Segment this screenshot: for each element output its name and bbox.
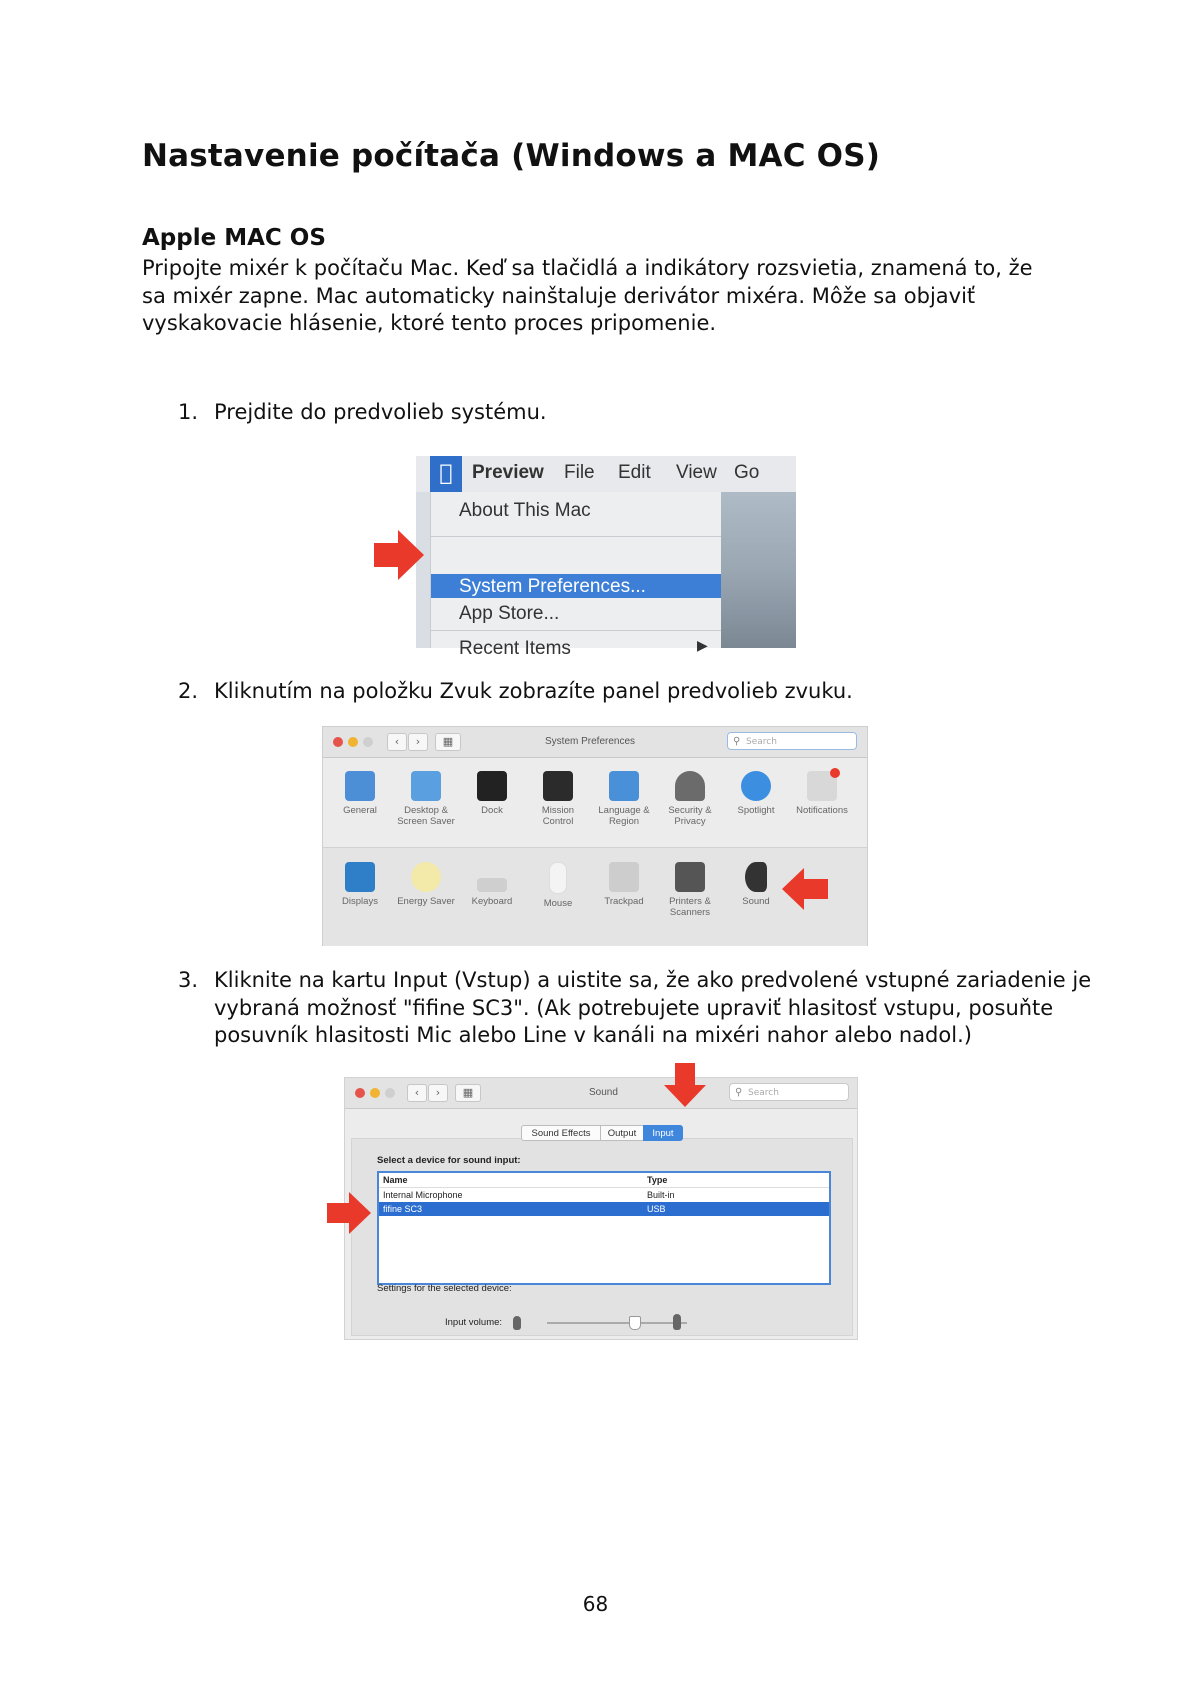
menu-separator (431, 536, 721, 537)
flag-icon (609, 771, 639, 801)
window-titlebar (345, 1078, 857, 1109)
mouse-icon (549, 862, 567, 894)
step-text: Kliknite na kartu Input (Vstup) a uistite sa, že ako predvolené vstupné zariadenie je vybraná možnosť "fifine SC3". (Ak potrebujete upraviť hlasitosť vstupu, posuňte posuvník hlasitosti Mic alebo Line v kanáli na mixéri nahor alebo nadol.) (214, 968, 1092, 1047)
red-arrow-icon (782, 868, 828, 910)
general-icon (345, 771, 375, 801)
house-icon (675, 771, 705, 801)
step-text: Prejdite do predvolieb systému. (214, 400, 547, 424)
column-name-header: Name (383, 1175, 408, 1185)
menu-go[interactable]: Go (734, 462, 760, 483)
search-placeholder: Search (746, 737, 777, 747)
minimize-dot-icon[interactable] (370, 1088, 380, 1098)
apple-dropdown-menu (430, 492, 721, 659)
red-arrow-down-icon (664, 1063, 706, 1107)
microphone-low-icon (513, 1316, 521, 1330)
trackpad-icon (609, 862, 639, 892)
display-icon (345, 862, 375, 892)
keyboard-icon (477, 878, 507, 892)
search-placeholder: Search (748, 1088, 779, 1098)
step-number: 3. (178, 968, 199, 992)
zoom-dot-icon[interactable] (385, 1088, 395, 1098)
search-field[interactable] (727, 732, 857, 750)
printer-icon (675, 862, 705, 892)
menu-item-system-preferences[interactable]: System Preferences... (459, 576, 646, 597)
menu-view[interactable]: View (676, 462, 717, 483)
menu-item-about[interactable]: About This Mac (459, 500, 591, 521)
pref-desktop-screen-saver[interactable]: Desktop & Screen Saver (395, 771, 457, 827)
pref-spotlight[interactable]: Spotlight (725, 771, 787, 816)
input-volume-label: Input volume: (445, 1317, 503, 1328)
device-name: fifine SC3 (383, 1204, 423, 1214)
device-type: USB (647, 1204, 666, 1214)
slider-knob[interactable] (629, 1316, 641, 1330)
submenu-triangle-icon: ▶ (697, 638, 708, 654)
input-volume-slider[interactable] (547, 1322, 687, 1324)
step-number: 2. (178, 679, 199, 703)
speaker-icon (745, 862, 767, 892)
pref-printers-scanners[interactable]: Printers & Scanners (659, 862, 721, 918)
dock-icon (477, 771, 507, 801)
close-dot-icon[interactable] (355, 1088, 365, 1098)
settings-label: Settings for the selected device: (377, 1283, 512, 1294)
table-header (379, 1173, 829, 1188)
pref-mission-control[interactable]: Mission Control (527, 771, 589, 827)
minimize-dot-icon[interactable] (348, 737, 358, 747)
microphone-high-icon (673, 1314, 681, 1330)
pref-displays[interactable]: Displays (329, 862, 391, 907)
lightbulb-icon (411, 862, 441, 892)
device-name: Internal Microphone (383, 1190, 463, 1200)
menu-item-app-store[interactable]: App Store... (459, 603, 560, 624)
pref-security-privacy[interactable]: Security & Privacy (659, 771, 721, 827)
desktop-icon (411, 771, 441, 801)
system-preferences-screenshot (322, 726, 868, 946)
select-device-label: Select a device for sound input: (377, 1155, 521, 1166)
search-icon: ⚲ (733, 736, 741, 747)
show-all-grid-icon[interactable]: ▦ (455, 1084, 481, 1102)
apple-icon[interactable] (430, 456, 462, 492)
pref-sound[interactable]: Sound (725, 862, 787, 907)
pref-keyboard[interactable]: Keyboard (461, 862, 523, 907)
close-dot-icon[interactable] (333, 737, 343, 747)
table-row-selected[interactable] (379, 1202, 829, 1216)
tab-input[interactable]: Input (643, 1125, 683, 1141)
magnifier-icon (741, 771, 771, 801)
pref-general[interactable]: General (329, 771, 391, 816)
pref-mouse[interactable]: Mouse (527, 862, 589, 909)
device-type: Built-in (647, 1190, 675, 1200)
window-title: System Preferences (545, 736, 636, 747)
red-arrow-icon (327, 1192, 371, 1234)
search-icon: ⚲ (735, 1087, 743, 1098)
menu-file[interactable]: File (564, 462, 595, 483)
menu-edit[interactable]: Edit (618, 462, 651, 483)
window-titlebar (323, 727, 867, 758)
red-arrow-icon (374, 530, 426, 580)
step-number: 1. (178, 400, 199, 424)
window-title: Sound (589, 1087, 618, 1098)
tab-sound-effects[interactable]: Sound Effects (521, 1125, 601, 1141)
section-heading: Apple MAC OS (142, 225, 326, 251)
menu-preview[interactable]: Preview (472, 462, 544, 483)
page-title: Nastavenie počítača (Windows a MAC OS) (142, 138, 881, 174)
page-number: 68 (582, 1592, 609, 1616)
zoom-dot-icon[interactable] (363, 737, 373, 747)
pref-trackpad[interactable]: Trackpad (593, 862, 655, 907)
table-row[interactable] (379, 1188, 829, 1202)
mission-control-icon (543, 771, 573, 801)
pref-language-region[interactable]: Language & Region (593, 771, 655, 827)
apple-menu-screenshot (416, 456, 796, 659)
pref-notifications[interactable]: Notifications (791, 771, 853, 816)
tab-output[interactable]: Output (600, 1125, 644, 1141)
back-button[interactable]: ‹ (407, 1084, 427, 1102)
menu-separator (431, 630, 721, 631)
step-text: Kliknutím na položku Zvuk zobrazíte panel predvolieb zvuku. (214, 679, 853, 703)
pref-energy-saver[interactable]: Energy Saver (395, 862, 457, 907)
menu-bar (416, 456, 796, 492)
menu-item-recent-items[interactable]: Recent Items (459, 638, 571, 659)
input-device-table (377, 1171, 831, 1285)
search-field[interactable] (729, 1083, 849, 1101)
forward-button[interactable]: › (408, 733, 428, 751)
sound-input-screenshot (344, 1077, 858, 1340)
show-all-grid-icon[interactable]: ▦ (435, 733, 461, 751)
pref-dock[interactable]: Dock (461, 771, 523, 816)
intro-paragraph: Pripojte mixér k počítaču Mac. Keď sa tlačidlá a indikátory rozsvietia, znamená to, že sa mixér zapne. Mac automaticky nainštaluje derivátor mixéra. Môže sa objaviť vyskakovacie hlásenie, ktoré tento proces pripomenie. (142, 256, 1033, 335)
column-type-header: Type (647, 1175, 668, 1185)
notifications-icon (807, 771, 837, 801)
forward-button[interactable]: › (428, 1084, 448, 1102)
back-button[interactable]: ‹ (387, 733, 407, 751)
